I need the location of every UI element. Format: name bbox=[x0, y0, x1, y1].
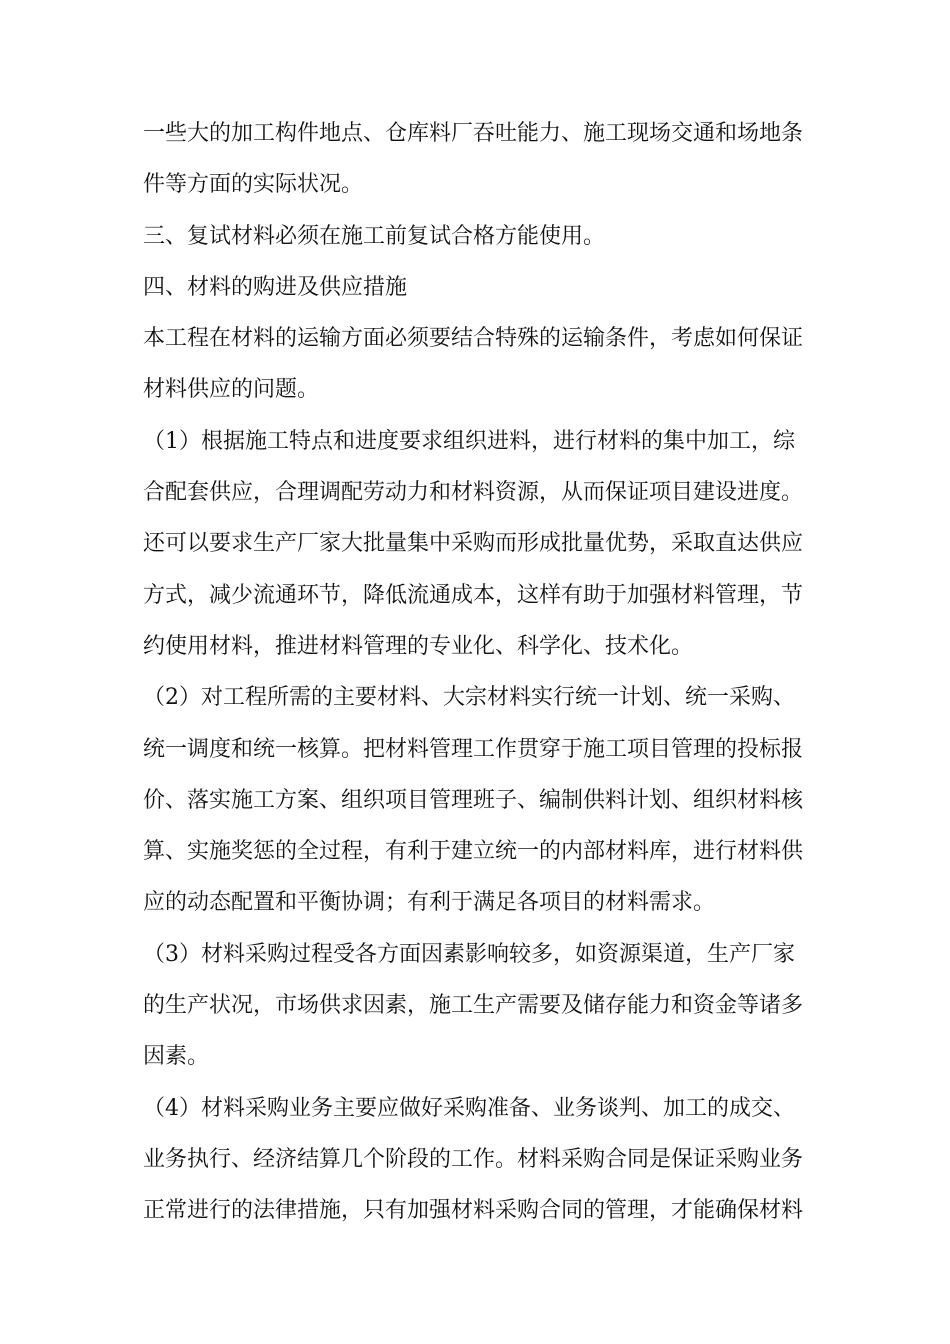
list-item-4: （4）材料采购业务主要应做好采购准备、业务谈判、加工的成交、 bbox=[143, 1095, 795, 1121]
document-body bbox=[143, 108, 813, 1237]
list-item-3: （3）材料采购过程受各方面因素影响较多，如资源渠道，生产厂家 bbox=[143, 941, 795, 967]
text-line: 统一调度和统一核算。把材料管理工作贯穿于施工项目管理的投标报 bbox=[143, 736, 804, 762]
text-line: 一些大的加工构件地点、仓库料厂吞吐能力、施工现场交通和场地条 bbox=[143, 121, 804, 146]
text-line: 本工程在材料的运输方面必须要结合特殊的运输条件，考虑如何保证 bbox=[143, 326, 804, 352]
text-line: 价、落实施工方案、组织项目管理班子、编制供料计划、组织材料核 bbox=[143, 787, 804, 813]
text-line: 业务执行、经济结算几个阶段的工作。材料采购合同是保证采购业务 bbox=[143, 1146, 804, 1172]
text-line: 材料供应的问题。 bbox=[143, 377, 320, 403]
text-line: 正常进行的法律措施，只有加强材料采购合同的管理，才能确保材料 bbox=[143, 1198, 804, 1224]
list-item-1: （1）根据施工特点和进度要求组织进料，进行材料的集中加工，综 bbox=[143, 428, 795, 454]
text-line: 算、实施奖惩的全过程，有利于建立统一的内部材料库，进行材料供 bbox=[143, 839, 804, 865]
section-heading-3: 三、复试材料必须在施工前复试合格方能使用。 bbox=[143, 223, 606, 249]
text-line: 件等方面的实际状况。 bbox=[143, 172, 364, 198]
text-line: 因素。 bbox=[143, 1044, 210, 1070]
text-line: 方式，减少流通环节，降低流通成本，这样有助于加强材料管理，节 bbox=[143, 582, 804, 608]
text-line: 应的动态配置和平衡协调；有利于满足各项目的材料需求。 bbox=[143, 890, 716, 916]
text-line: 还可以要求生产厂家大批量集中采购而形成批量优势，采取直达供应 bbox=[143, 531, 804, 557]
text-line: 约使用材料，推进材料管理的专业化、科学化、技术化。 bbox=[143, 633, 694, 659]
text-line: 合配套供应，合理调配劳动力和材料资源，从而保证项目建设进度。 bbox=[143, 480, 804, 506]
text-line: 的生产状况，市场供求因素，施工生产需要及储存能力和资金等诸多 bbox=[143, 993, 804, 1019]
list-item-2: （2）对工程所需的主要材料、大宗材料实行统一计划、统一采购、 bbox=[143, 685, 795, 711]
section-heading-4: 四、材料的购进及供应措施 bbox=[143, 274, 408, 300]
